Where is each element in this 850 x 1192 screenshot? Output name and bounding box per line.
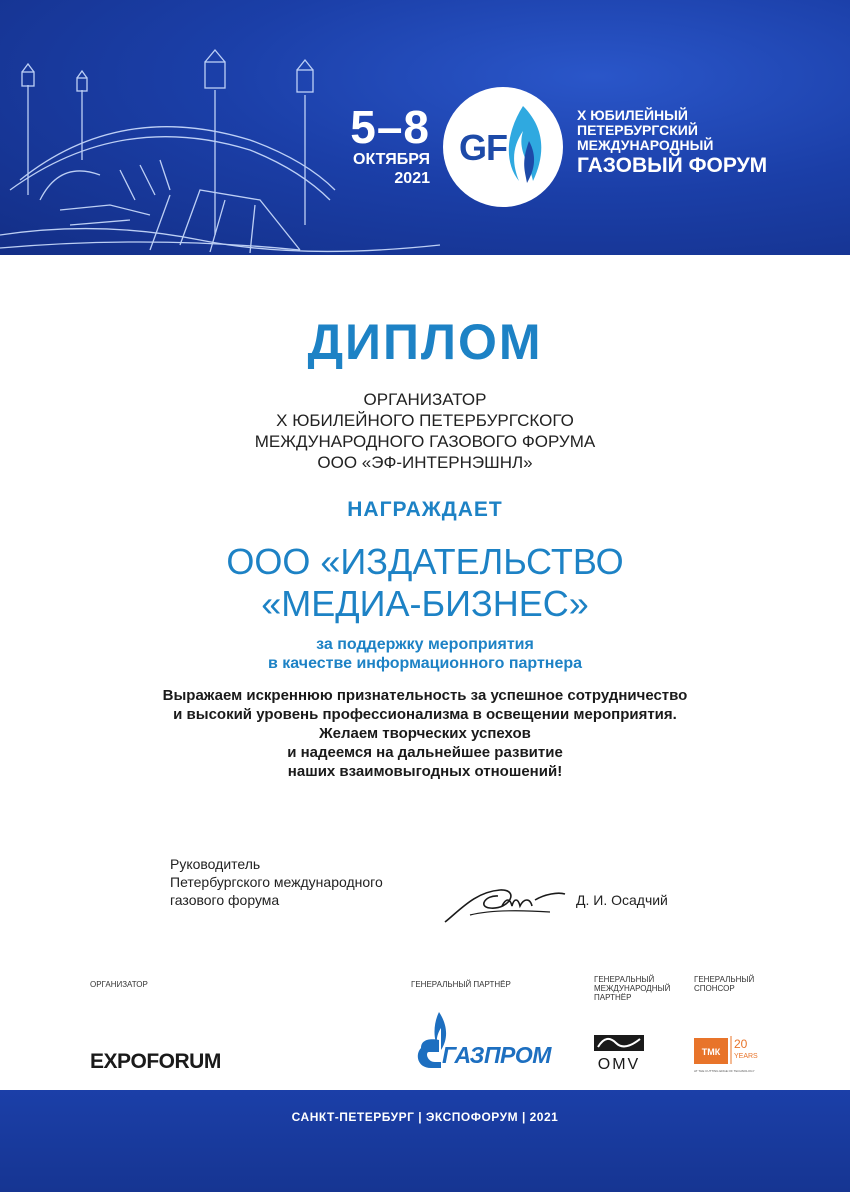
footer-text: САНКТ-ПЕТЕРБУРГ | ЭКСПОФОРУМ | 2021 — [291, 1110, 559, 1124]
flame-icon — [503, 101, 549, 191]
diploma-title: ДИПЛОМ — [307, 314, 543, 370]
forum-title-line1: X ЮБИЛЕЙНЫЙ — [577, 107, 688, 123]
organizer-line: МЕЖДУНАРОДНОГО ГАЗОВОГО ФОРУМА — [254, 432, 596, 451]
message-line: и надеемся на дальнейшее развитие — [287, 744, 563, 761]
label-line: ПАРТНЁР — [594, 993, 632, 1002]
gratitude-message — [0, 686, 850, 781]
organizer-line: ООО «ЭФ-ИНТЕРНЭШНЛ» — [317, 453, 533, 472]
general-partner-label: ГЕНЕРАЛЬНЫЙ ПАРТНЁР — [411, 980, 511, 989]
omv-mark-icon — [594, 1035, 644, 1051]
message-line: Желаем творческих успехов — [319, 725, 531, 742]
intl-partner-label — [594, 975, 670, 1002]
handwritten-signature — [440, 880, 570, 930]
gazprom-logo-text: ГАЗПРОМ — [442, 1042, 551, 1068]
organizer-label: ОРГАНИЗАТОР — [90, 980, 148, 989]
footer-banner — [0, 1090, 850, 1192]
tmk-years-number: 20 — [734, 1037, 748, 1051]
signer-name: Д. И. Осадчий — [576, 892, 668, 908]
date-year: 2021 — [394, 170, 430, 187]
signer-title-line: Петербургского международного — [170, 874, 383, 890]
label-line: МЕЖДУНАРОДНЫЙ — [594, 984, 671, 993]
awards-heading: НАГРАЖДАЕТ — [347, 498, 503, 521]
forum-title — [577, 108, 767, 179]
message-line: Выражаем искреннюю признательность за успешное сотрудничество — [162, 687, 688, 704]
omv-logo-text: OMV — [597, 1056, 641, 1073]
date-range: 5–8 — [350, 101, 430, 153]
tmk-badge-text: ТМК — [701, 1047, 721, 1057]
date-month: ОКТЯБРЯ — [353, 151, 430, 168]
label-line: СПОНСОР — [694, 984, 735, 993]
forum-title-line4: ГАЗОВЫЙ ФОРУМ — [577, 154, 768, 177]
signer-title-line: газового форума — [170, 892, 280, 908]
sponsor-label — [694, 975, 754, 993]
label-line: ГЕНЕРАЛЬНЫЙ — [594, 975, 655, 984]
tmk-years-text: YEARS — [734, 1053, 758, 1060]
signer-title — [170, 855, 383, 909]
omv-logo — [594, 1035, 644, 1074]
organizer-block — [0, 389, 850, 473]
reason-line: за поддержку мероприятия — [316, 636, 534, 653]
signer-title-line: Руководитель — [170, 856, 261, 872]
header-banner — [0, 0, 850, 255]
forum-title-line2: ПЕТЕРБУРГСКИЙ — [577, 122, 698, 138]
gf-logo-letters: GF — [459, 127, 507, 168]
event-dates — [320, 101, 430, 188]
label-line: ГЕНЕРАЛЬНЫЙ — [694, 975, 755, 984]
message-line: и высокий уровень профессионализма в освещении мероприятия. — [173, 706, 677, 723]
recipient-line: ООО «ИЗДАТЕЛЬСТВО — [226, 541, 624, 582]
recipient-line: «МЕДИА-БИЗНЕС» — [261, 583, 589, 624]
tmk-logo — [694, 1034, 774, 1074]
award-reason — [0, 635, 850, 673]
organizer-line: ОРГАНИЗАТОР — [363, 390, 487, 409]
gf-logo — [443, 87, 563, 207]
tmk-tagline: AT THE CUTTING EDGE OF TECHNOLOGY — [694, 1069, 755, 1073]
expoforum-logo: EXPOFORUM — [90, 1050, 221, 1073]
recipient-name — [0, 541, 850, 625]
forum-title-line3: МЕЖДУНАРОДНЫЙ — [577, 137, 714, 153]
reason-line: в качестве информационного партнера — [267, 655, 583, 672]
message-line: наших взаимовыгодных отношений! — [287, 763, 563, 780]
organizer-line: X ЮБИЛЕЙНОГО ПЕТЕРБУРГСКОГО — [276, 411, 574, 430]
